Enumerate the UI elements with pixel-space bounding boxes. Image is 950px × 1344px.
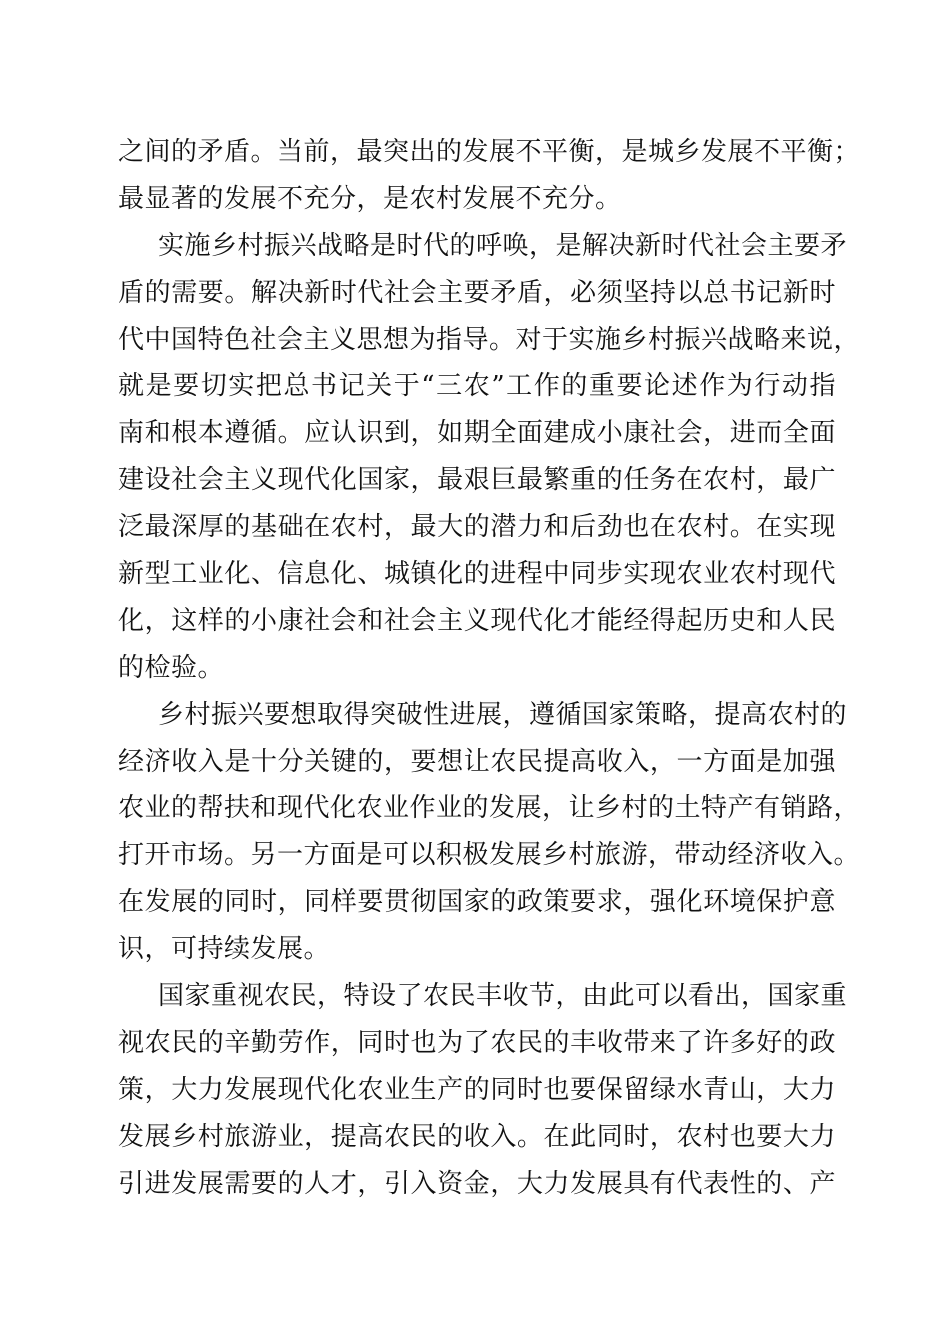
text-line: 建设社会主义现代化国家，最艰巨最繁重的任务在农村，最广	[118, 465, 836, 496]
text-line: 新型工业化、信息化、城镇化的进程中同步实现农业农村现代	[118, 559, 836, 590]
text-line: 化，这样的小康社会和社会主义现代化才能经得起历史和人民	[118, 605, 836, 636]
text-line: 经济收入是十分关键的，要想让农民提高收入，一方面是加强	[118, 746, 836, 777]
paragraph-1	[118, 129, 861, 223]
text-line: 南和根本遵循。应认识到，如期全面建成小康社会，进而全面	[118, 418, 836, 449]
text-line: 策，大力发展现代化农业生产的同时也要保留绿水青山，大力	[118, 1074, 836, 1105]
document-page	[118, 129, 861, 1207]
text-line: 农业的帮扶和现代化农业作业的发展，让乡村的土特产有销路，	[118, 793, 861, 824]
text-line: 实施乡村振兴战略是时代的呼唤，是解决新时代社会主要矛	[158, 230, 848, 261]
text-line: 乡村振兴要想取得突破性进展，遵循国家策略，提高农村的	[158, 699, 848, 730]
text-line: 在发展的同时，同样要贯彻国家的政策要求，强化环境保护意	[118, 887, 836, 918]
text-line: 的检验。	[118, 652, 225, 683]
paragraph-2	[118, 223, 861, 692]
paragraph-3	[118, 692, 861, 973]
paragraph-4	[118, 973, 848, 1207]
text-line: 之间的矛盾。当前，最突出的发展不平衡，是城乡发展不平衡；	[118, 137, 861, 167]
text-line: 国家重视农民，特设了农民丰收节，由此可以看出，国家重	[158, 981, 848, 1012]
text-line: 发展乡村旅游业，提高农民的收入。在此同时，农村也要大力	[118, 1121, 836, 1152]
text-line: 代中国特色社会主义思想为指导。对于实施乡村振兴战略来说，	[118, 324, 861, 355]
text-line: 最显著的发展不充分，是农村发展不充分。	[118, 183, 622, 214]
text-line: 引进发展需要的人才，引入资金，大力发展具有代表性的、产	[118, 1168, 836, 1199]
text-line: 盾的需要。解决新时代社会主要矛盾，必须坚持以总书记新时	[118, 277, 836, 308]
text-line: 就是要切实把总书记关于“三农”工作的重要论述作为行动指	[118, 371, 836, 402]
text-line: 泛最深厚的基础在农村，最大的潜力和后劲也在农村。在实现	[118, 512, 836, 543]
text-line: 视农民的辛勤劳作，同时也为了农民的丰收带来了许多好的政	[118, 1027, 836, 1058]
text-line: 打开市场。另一方面是可以积极发展乡村旅游，带动经济收入。	[118, 840, 861, 871]
text-line: 识，可持续发展。	[118, 934, 331, 965]
